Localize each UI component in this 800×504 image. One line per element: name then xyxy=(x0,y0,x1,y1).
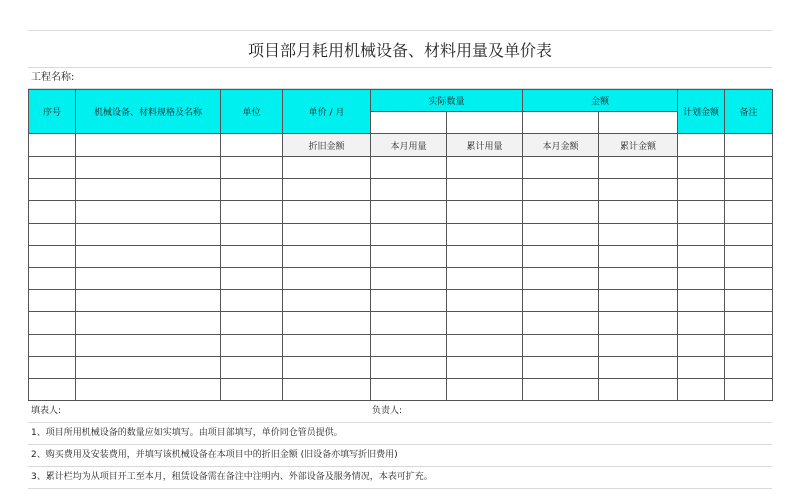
table-body xyxy=(29,90,773,401)
table-cell[interactable] xyxy=(725,157,773,179)
table-cell[interactable] xyxy=(678,157,725,179)
table-cell[interactable] xyxy=(447,290,523,312)
table-cell[interactable] xyxy=(523,356,599,378)
table-cell[interactable] xyxy=(29,157,76,179)
table-cell[interactable] xyxy=(283,245,371,267)
table-cell[interactable] xyxy=(371,245,447,267)
note-text: 2、购买费用及安装费用，并填写该机械设备在本项目中的折旧金额 (旧设备亦填写折旧费用) xyxy=(31,450,398,460)
table-cell[interactable] xyxy=(283,312,371,334)
table-cell[interactable] xyxy=(599,334,678,356)
table-cell[interactable] xyxy=(283,356,371,378)
subheader-depreciation[interactable]: 折旧金额 xyxy=(283,134,371,157)
table-cell[interactable] xyxy=(447,378,523,400)
header-price[interactable]: 单价 / 月 xyxy=(283,90,371,134)
table-cell[interactable] xyxy=(29,245,76,267)
table-cell[interactable] xyxy=(599,245,678,267)
table-cell[interactable] xyxy=(678,290,725,312)
project-name-label: 工程名称: xyxy=(31,72,75,83)
table-cell[interactable] xyxy=(76,378,221,400)
table-cell[interactable] xyxy=(371,223,447,245)
table-cell[interactable] xyxy=(447,312,523,334)
subheader-month-usage[interactable]: 本月用量 xyxy=(371,134,447,157)
table-cell[interactable] xyxy=(283,334,371,356)
note-text: 1、项目所用机械设备的数量应如实填写。由项目部填写，单价同仓管员提供。 xyxy=(31,428,343,438)
table-cell[interactable] xyxy=(447,223,523,245)
footer-signature-row xyxy=(28,401,772,423)
spreadsheet-sheet xyxy=(28,0,772,504)
table-cell[interactable] xyxy=(678,179,725,201)
table-cell[interactable] xyxy=(599,290,678,312)
table-cell[interactable] xyxy=(725,356,773,378)
header-unit[interactable]: 单位 xyxy=(221,90,283,134)
table-cell[interactable] xyxy=(678,245,725,267)
blank-cell[interactable] xyxy=(221,134,283,157)
table-cell[interactable] xyxy=(371,267,447,289)
table-cell[interactable] xyxy=(523,201,599,223)
table-row xyxy=(29,312,773,334)
table-cell[interactable] xyxy=(221,378,283,400)
table-cell[interactable] xyxy=(76,245,221,267)
table-cell[interactable] xyxy=(221,201,283,223)
table-cell[interactable] xyxy=(678,201,725,223)
table-cell[interactable] xyxy=(725,245,773,267)
blank-cell[interactable] xyxy=(76,134,221,157)
table-cell[interactable] xyxy=(447,245,523,267)
table-cell[interactable] xyxy=(29,334,76,356)
table-row xyxy=(29,201,773,223)
table-cell[interactable] xyxy=(283,157,371,179)
table-cell[interactable] xyxy=(221,267,283,289)
table-cell[interactable] xyxy=(725,312,773,334)
table-cell[interactable] xyxy=(76,356,221,378)
table-cell[interactable] xyxy=(29,312,76,334)
header-remarks[interactable]: 备注 xyxy=(725,90,773,134)
table-cell[interactable] xyxy=(221,179,283,201)
table-cell[interactable] xyxy=(283,201,371,223)
table-cell[interactable] xyxy=(29,356,76,378)
table-cell[interactable] xyxy=(599,223,678,245)
table-cell[interactable] xyxy=(447,267,523,289)
table-row xyxy=(29,356,773,378)
table-cell[interactable] xyxy=(678,334,725,356)
header-plan-amount[interactable]: 计划金额 xyxy=(678,90,725,134)
table-cell[interactable] xyxy=(678,223,725,245)
table-row xyxy=(29,290,773,312)
table-row xyxy=(29,267,773,289)
sheet-title-cell[interactable] xyxy=(28,30,772,68)
table-cell[interactable] xyxy=(599,179,678,201)
table-cell[interactable] xyxy=(371,378,447,400)
table-cell[interactable] xyxy=(447,157,523,179)
table-cell[interactable] xyxy=(29,378,76,400)
table-cell[interactable] xyxy=(678,378,725,400)
table-cell[interactable] xyxy=(76,201,221,223)
table-cell[interactable] xyxy=(76,223,221,245)
table-cell[interactable] xyxy=(29,223,76,245)
note-text: 3、累计栏均为从项目开工至本月，租赁设备需在备注中注明内、外部设备及服务情况，本表可扩充。 xyxy=(31,472,433,482)
responsible-label: 负责人: xyxy=(372,406,403,416)
table-cell[interactable] xyxy=(371,290,447,312)
table-cell[interactable] xyxy=(371,312,447,334)
table-cell[interactable] xyxy=(523,312,599,334)
subheader-row xyxy=(29,134,773,157)
table-cell[interactable] xyxy=(447,179,523,201)
table-cell[interactable] xyxy=(76,290,221,312)
table-cell[interactable] xyxy=(678,312,725,334)
subheader-cumulative-amount[interactable]: 累计金额 xyxy=(599,134,678,157)
table-cell[interactable] xyxy=(371,334,447,356)
table-cell[interactable] xyxy=(678,356,725,378)
table-cell[interactable] xyxy=(599,267,678,289)
table-cell[interactable] xyxy=(283,267,371,289)
table-cell[interactable] xyxy=(725,223,773,245)
header-seq[interactable]: 序号 xyxy=(29,90,76,134)
blank-cell[interactable] xyxy=(523,112,599,134)
table-cell[interactable] xyxy=(725,267,773,289)
table-cell[interactable] xyxy=(29,179,76,201)
table-cell[interactable] xyxy=(76,312,221,334)
header-name[interactable]: 机械设备、材料规格及名称 xyxy=(76,90,221,134)
table-cell[interactable] xyxy=(221,157,283,179)
table-cell[interactable] xyxy=(76,157,221,179)
table-cell[interactable] xyxy=(523,179,599,201)
subheader-cumulative-usage[interactable]: 累计用量 xyxy=(447,134,523,157)
table-cell[interactable] xyxy=(371,157,447,179)
table-cell[interactable] xyxy=(221,223,283,245)
table-cell[interactable] xyxy=(76,267,221,289)
blank-cell[interactable] xyxy=(29,134,76,157)
table-cell[interactable] xyxy=(725,334,773,356)
table-cell[interactable] xyxy=(678,267,725,289)
table-cell[interactable] xyxy=(523,157,599,179)
subheader-month-amount[interactable]: 本月金额 xyxy=(523,134,599,157)
table-cell[interactable] xyxy=(447,334,523,356)
table-cell[interactable] xyxy=(29,290,76,312)
table-cell[interactable] xyxy=(725,290,773,312)
table-cell[interactable] xyxy=(599,157,678,179)
table-cell[interactable] xyxy=(283,378,371,400)
blank-cell[interactable] xyxy=(447,112,523,134)
table-cell[interactable] xyxy=(523,223,599,245)
filler-cell[interactable] xyxy=(31,401,372,422)
table-cell[interactable] xyxy=(599,312,678,334)
data-table xyxy=(28,89,773,401)
table-row xyxy=(29,378,773,400)
blank-cell[interactable] xyxy=(725,134,773,157)
note-row-1[interactable] xyxy=(28,423,772,445)
table-cell[interactable] xyxy=(76,334,221,356)
table-cell[interactable] xyxy=(371,201,447,223)
table-row xyxy=(29,179,773,201)
table-cell[interactable] xyxy=(447,356,523,378)
table-cell[interactable] xyxy=(725,179,773,201)
table-cell[interactable] xyxy=(221,334,283,356)
table-cell[interactable] xyxy=(221,312,283,334)
table-cell[interactable] xyxy=(283,290,371,312)
note-row-3[interactable] xyxy=(28,467,772,489)
sheet-title: 项目部月耗用机械设备、材料用量及单价表 xyxy=(247,40,552,60)
table-cell[interactable] xyxy=(725,378,773,400)
header-row-1 xyxy=(29,90,773,112)
table-cell[interactable] xyxy=(725,201,773,223)
table-cell[interactable] xyxy=(221,356,283,378)
table-cell[interactable] xyxy=(283,223,371,245)
table-cell[interactable] xyxy=(371,356,447,378)
table-cell[interactable] xyxy=(76,179,221,201)
table-cell[interactable] xyxy=(29,267,76,289)
table-row xyxy=(29,245,773,267)
blank-cell[interactable] xyxy=(599,112,678,134)
project-name-cell[interactable] xyxy=(28,68,772,89)
blank-cell[interactable] xyxy=(371,112,447,134)
table-cell[interactable] xyxy=(523,245,599,267)
table-cell[interactable] xyxy=(599,201,678,223)
note-row-2[interactable] xyxy=(28,445,772,467)
table-cell[interactable] xyxy=(371,179,447,201)
table-cell[interactable] xyxy=(29,201,76,223)
table-cell[interactable] xyxy=(221,245,283,267)
blank-cell[interactable] xyxy=(678,134,725,157)
header-amount[interactable]: 金额 xyxy=(523,90,678,112)
filler-label: 填表人: xyxy=(31,406,62,416)
table-cell[interactable] xyxy=(523,378,599,400)
table-cell[interactable] xyxy=(599,378,678,400)
table-cell[interactable] xyxy=(599,356,678,378)
table-cell[interactable] xyxy=(523,267,599,289)
table-cell[interactable] xyxy=(523,290,599,312)
table-cell[interactable] xyxy=(221,290,283,312)
header-actual-qty[interactable]: 实际数量 xyxy=(371,90,523,112)
table-row xyxy=(29,223,773,245)
responsible-cell[interactable] xyxy=(372,401,402,422)
table-cell[interactable] xyxy=(283,179,371,201)
table-row xyxy=(29,334,773,356)
table-cell[interactable] xyxy=(523,334,599,356)
table-cell[interactable] xyxy=(447,201,523,223)
table-row xyxy=(29,157,773,179)
